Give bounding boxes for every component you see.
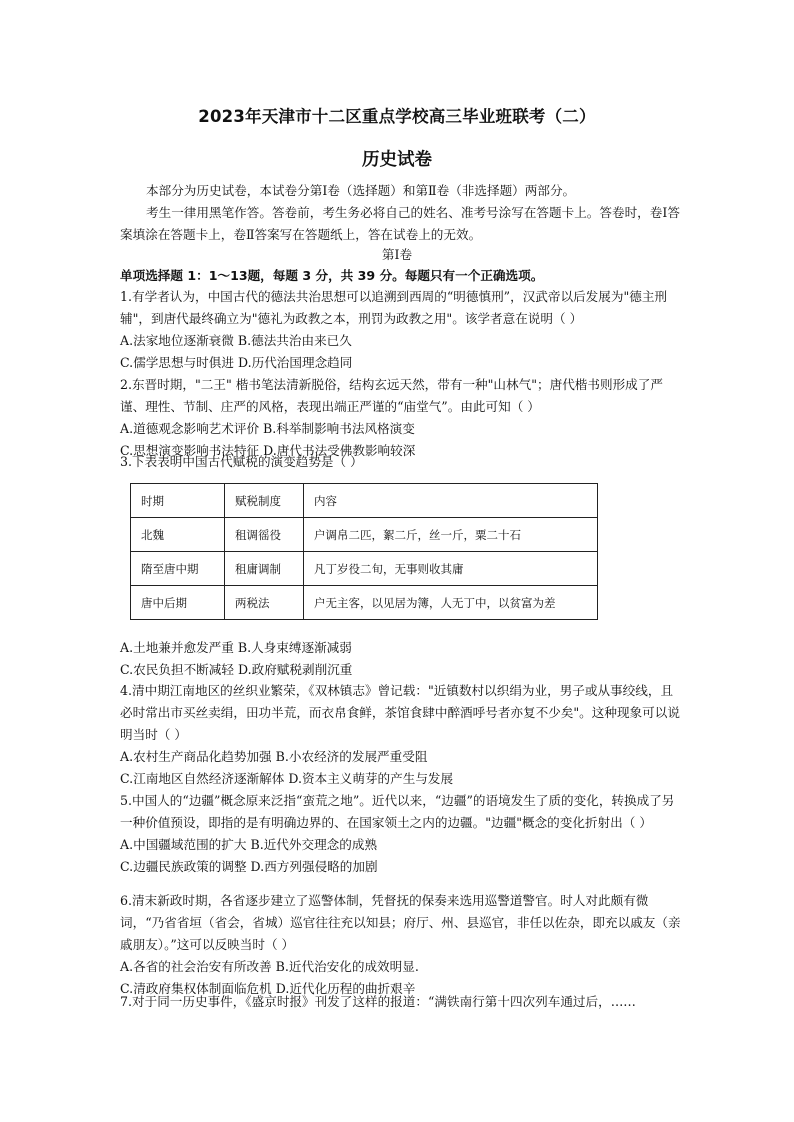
table-header-row [131,484,598,518]
question-options-cd: C.边疆民族政策的调整 D.西方列强侵略的加剧 [120,859,378,874]
table-cell: 北魏 [131,518,225,552]
table-row [131,518,598,552]
table-header-system: 赋税制度 [225,484,304,518]
question-3 [120,451,682,473]
question-stem: 7.对于同一历史事件，《盛京时报》刊发了这样的报道：“满铁南行第十四次列车通过后，…… [120,994,636,1009]
question-6 [120,890,682,1000]
table-cell: 凡丁岁役二旬，无事则收其庸 [304,552,598,586]
question-options-ab: A.道德观念影响艺术评价 B.科举制影响书法风格演变 [120,421,415,436]
question-3-options [120,637,682,681]
table-cell: 户调帛二匹，絮二斤，丝一斤，粟二十石 [304,518,598,552]
table-cell: 隋至唐中期 [131,552,225,586]
part-label: 第Ⅰ卷 [381,247,413,262]
table-cell: 唐中后期 [131,586,225,620]
question-options-cd: C.农民负担不断减轻 D.政府赋税剥削沉重 [120,662,353,677]
question-5 [120,790,682,878]
question-options-ab: A.各省的社会治安有所改善 B.近代治安化的成效明显. [120,959,419,974]
intro-paragraph-2: 考生一律用黑笔作答。答卷前，考生务必将自己的姓名、准考号涂写在答题卡上。答卷时，卷Ⅰ答案填涂在答题卡上，卷Ⅱ答案写在答题纸上，答在试卷上的无效。 [120,205,680,242]
question-options-ab: A.中国疆域范围的扩大 B.近代外交理念的成熟 [120,837,378,852]
question-2 [120,374,682,462]
intro-paragraph-1: 本部分为历史试卷，本试卷分第Ⅰ卷（选择题）和第Ⅱ卷（非选择题）两部分。 [146,183,576,198]
question-4 [120,680,682,790]
question-options-cd: C.江南地区自然经济逐渐解体 D.资本主义萌芽的产生与发展 [120,771,454,786]
question-options-cd: C.清政府集权体制面临危机 D.近代化历程的曲折艰辛 [120,981,416,996]
table-header-content: 内容 [304,484,598,518]
question-stem: 4.清中期江南地区的丝织业繁荣，《双林镇志》曾记载："近镇数村以织绢为业，男子或从事绞线，且必时常出市买丝卖绢，田功半荒，而衣帛食鲜，茶馆食肆中醉酒呼号者亦复不少矣"。这种现象可以说明当时（ ） [120,683,680,742]
question-options-cd: C.思想演变影响书法特征 D.唐代书法受佛教影响较深 [120,443,416,458]
tax-system-table [130,483,598,620]
table-row [131,586,598,620]
table-cell: 两税法 [225,586,304,620]
table-cell: 租调徭役 [225,518,304,552]
table-cell: 户无主客，以见居为簿，人无丁中，以贫富为差 [304,586,598,620]
question-options-ab: A.土地兼并愈发严重 B.人身束缚逐渐减弱 [120,640,352,655]
question-stem: 1.有学者认为，中国古代的德法共治思想可以追溯到西周的“明德慎刑”，汉武帝以后发展为"德主刑辅"，到唐代最终确立为"德礼为政教之本，刑罚为政教之用"。该学者意在说明（ ） [120,289,668,326]
question-stem: 5.中国人的“边疆”概念原来泛指“蛮荒之地”。近代以来，“边疆”的语境发生了质的变化，转换成了另一种价值预设，即指的是有明确边界的、在国家领土之内的边疆。"边疆"概念的变化折射出（ ） [120,793,675,830]
table-cell: 租庸调制 [225,552,304,586]
question-stem: 6.清末新政时期，各省逐步建立了巡警体制，凭督抚的保奏来选用巡警道警官。时人对此颇有微词，“乃省省垣（省会，省城）巡官往往充以知县；府厅、州、县巡官，非任以佐杂，即充以戚友（亲戚朋友）。”这可以反映当时（ ） [120,893,681,952]
exam-subject-title: 历史试卷 [362,150,432,170]
question-options-ab: A.法家地位逐渐衰微 B.德法共治由来已久 [120,333,352,348]
exam-title: 2023年天津市十二区重点学校高三毕业班联考（二） [198,107,596,126]
question-7 [120,991,682,1013]
question-stem: 3.下表表明中国古代赋税的演变趋势是（ ） [120,454,363,469]
question-1 [120,286,682,374]
question-options-cd: C.儒学思想与时俱进 D.历代治国理念趋同 [120,355,353,370]
table-header-period: 时期 [131,484,225,518]
table-row [131,552,598,586]
section-instructions: 单项选择题 1：1～13题，每题 3 分，共 39 分。每题只有一个正确选项。 [120,268,544,283]
question-options-ab: A.农村生产商品化趋势加强 B.小农经济的发展严重受阻 [120,749,428,764]
question-stem: 2.东晋时期，"二王" 楷书笔法清新脱俗，结构玄远天然，带有一种"山林气"；唐代楷书则形成了严谨、理性、节制、庄严的风格，表现出端正严谨的“庙堂气”。由此可知（ ） [120,377,663,414]
